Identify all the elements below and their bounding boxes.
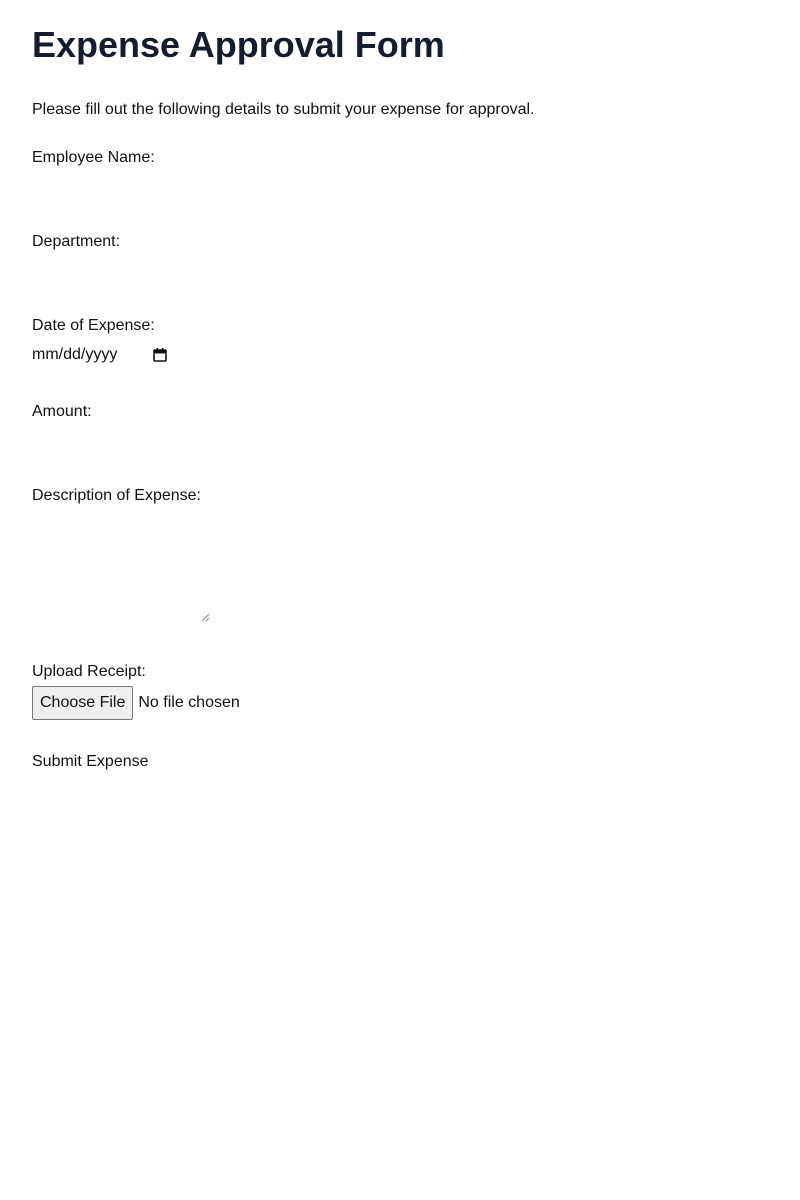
department-label: Department: [32, 233, 121, 250]
file-status: No file chosen [138, 694, 240, 711]
employee-name-input[interactable] [32, 176, 208, 198]
employee-name-label: Employee Name: [32, 149, 155, 166]
form-intro: Please fill out the following details to submit your expense for approval. [32, 101, 535, 118]
receipt-label: Upload Receipt: [32, 663, 146, 680]
amount-input[interactable] [32, 430, 208, 452]
calendar-icon[interactable] [152, 347, 168, 363]
date-placeholder: mm/dd/yyyy [32, 346, 118, 363]
date-input[interactable] [32, 344, 168, 366]
amount-label: Amount: [32, 403, 92, 420]
description-textarea[interactable] [32, 520, 210, 622]
page-title: Expense Approval Form [32, 24, 445, 65]
receipt-file-input[interactable] [32, 686, 240, 720]
submit-expense-button[interactable]: Submit Expense [32, 750, 149, 774]
date-label: Date of Expense: [32, 317, 155, 334]
choose-file-button[interactable]: Choose File [32, 686, 133, 720]
department-input[interactable] [32, 260, 208, 282]
description-label: Description of Expense: [32, 487, 201, 504]
